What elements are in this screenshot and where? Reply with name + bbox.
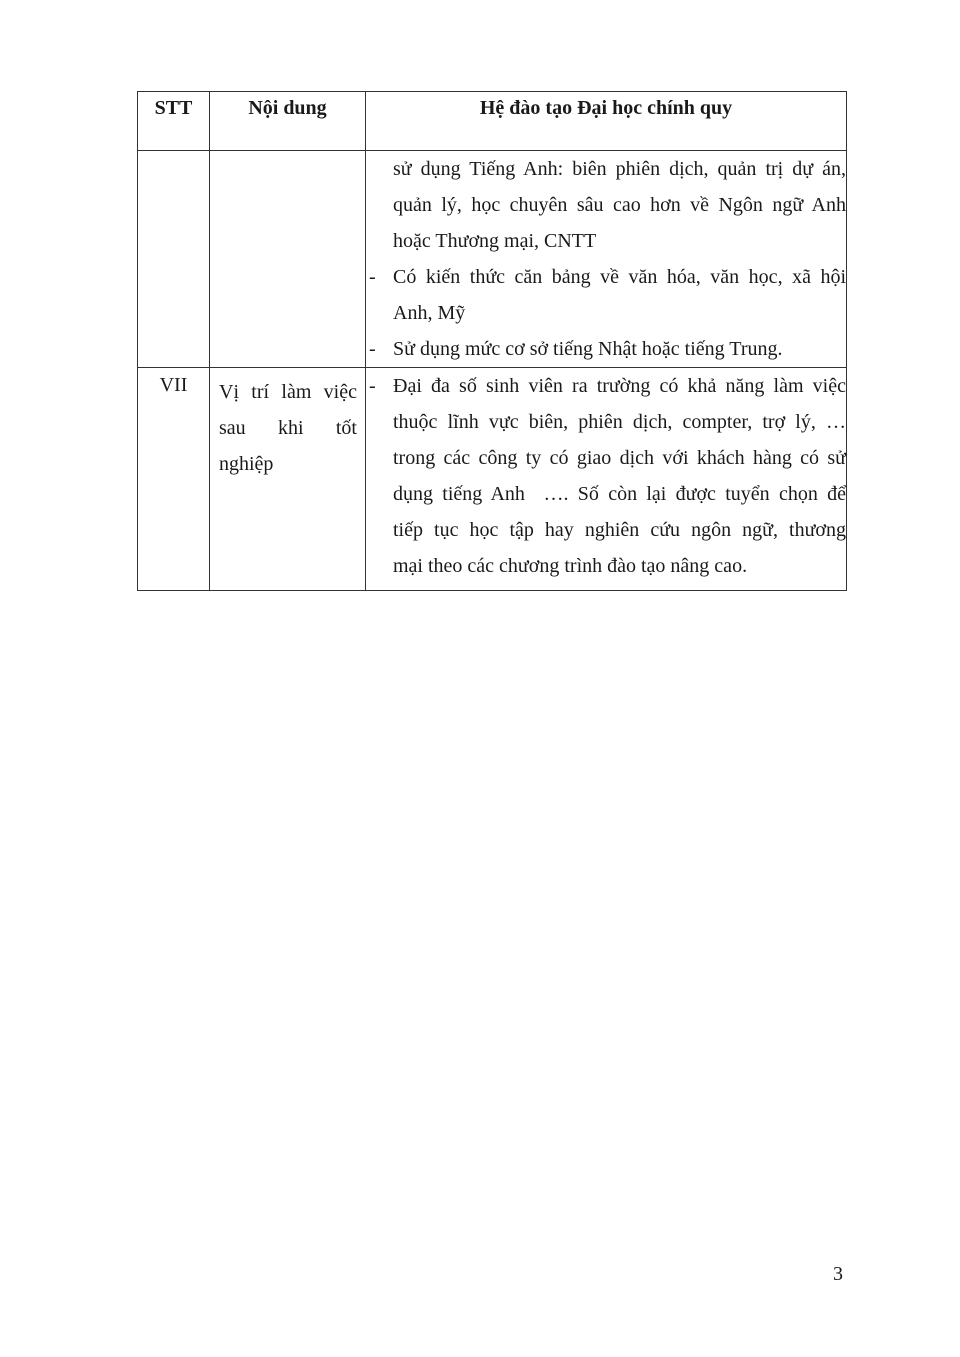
text-line: hoặc Thương mại, CNTT	[393, 230, 597, 252]
bullet-dash: -	[369, 266, 376, 288]
cell-noi-dung	[210, 368, 366, 591]
bullet-dash: -	[369, 375, 376, 397]
text-line: nghiệp	[219, 453, 274, 475]
header-noi-dung: Nội dung	[210, 92, 366, 151]
cell-stt: VII	[138, 368, 210, 591]
text-line: sử dụng Tiếng Anh: biên phiên dịch, quản trị dự án,	[393, 158, 846, 180]
text-line: mại theo các chương trình đào tạo nâng cao.	[393, 555, 748, 577]
bullet-item	[366, 368, 846, 584]
text-line: Sử dụng mức cơ sở tiếng Nhật hoặc tiếng Trung.	[393, 338, 783, 360]
text-line: Anh, Mỹ	[393, 302, 466, 324]
cell-he-dao-tao-continued	[366, 151, 847, 368]
bullet-item	[366, 331, 846, 367]
header-he-dao-tao: Hệ đào tạo Đại học chính quy	[366, 92, 847, 151]
table-row-continued	[138, 151, 847, 368]
continued-paragraph	[366, 151, 846, 259]
page-number: 3	[833, 1263, 843, 1285]
text-line: thuộc lĩnh vực biên, phiên dịch, compter, trợ lý, …	[393, 411, 846, 433]
text-line: dụng tiếng Anh …. Số còn lại được tuyển chọn để	[393, 483, 846, 505]
table-header-row	[138, 92, 847, 151]
text-line: quản lý, học chuyên sâu cao hơn về Ngôn ngữ Anh	[393, 194, 846, 216]
program-table	[137, 91, 847, 591]
cell-noi-dung-empty	[210, 151, 366, 368]
text-line: Vị trí làm việc	[219, 381, 357, 403]
text-line: tiếp tục học tập hay nghiên cứu ngôn ngữ, thương	[393, 519, 846, 541]
cell-he-dao-tao	[366, 368, 847, 591]
cell-stt-empty	[138, 151, 210, 368]
bullet-item	[366, 259, 846, 331]
text-line: Đại đa số sinh viên ra trường có khả năng làm việc	[393, 375, 846, 397]
text-line: Có kiến thức căn bảng về văn hóa, văn học, xã hội	[393, 266, 846, 288]
header-stt: STT	[138, 92, 210, 151]
text-line: trong các công ty có giao dịch với khách hàng có sử	[393, 447, 846, 469]
bullet-dash: -	[369, 338, 376, 360]
table-row-vii	[138, 368, 847, 591]
text-line: sau khi tốt	[219, 417, 357, 439]
